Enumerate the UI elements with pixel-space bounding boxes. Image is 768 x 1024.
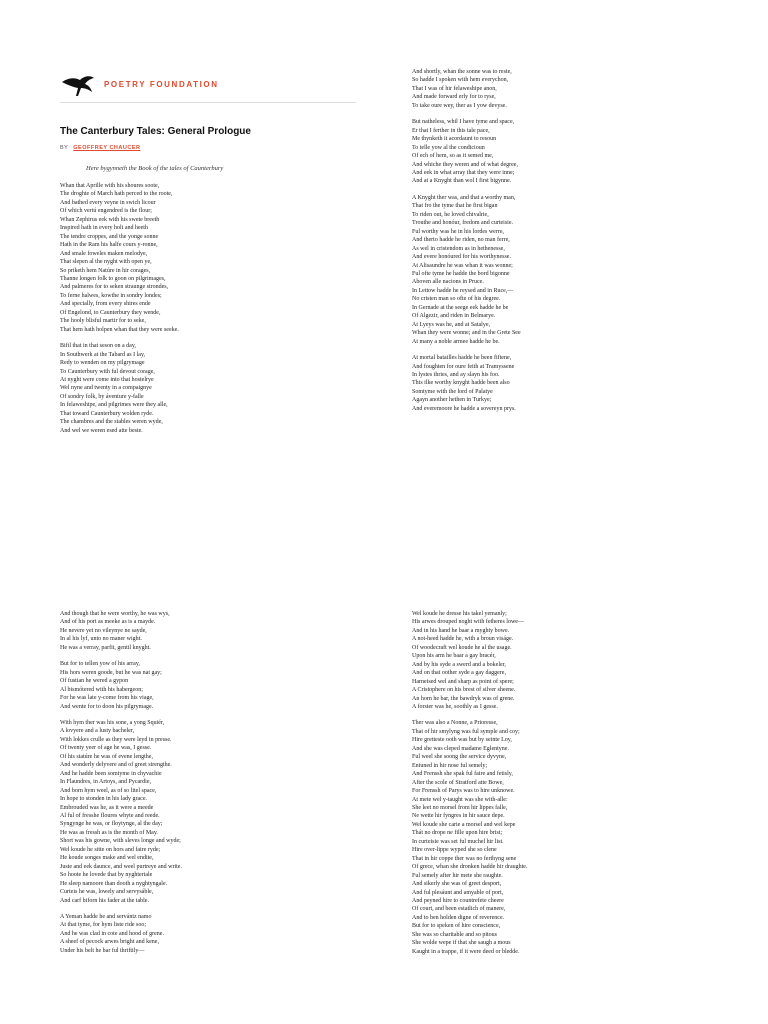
poem-line: This ilke worthy knyght hadde been also xyxy=(412,380,510,387)
poem-line: At mete wel y-taught was she with-alle: xyxy=(412,796,508,803)
poem-line: A Cristophere on his brest of silver sheene. xyxy=(412,687,516,694)
poem-line: That fro the tyme that he first bigan xyxy=(412,203,498,210)
brand-header[interactable] xyxy=(60,72,360,102)
poem-line: At Alisaundre he was whan it was wonne; xyxy=(412,262,513,269)
stanza xyxy=(60,342,179,435)
poem-line: Whan that Aprille with his shoures soote, xyxy=(60,183,160,189)
bird-logo-icon xyxy=(60,72,96,98)
byline xyxy=(60,145,140,151)
poem-line: Of sondry folk, by áventure y-falle xyxy=(60,393,144,400)
poem-line: Curteis he was, lowely and servysáble, xyxy=(60,889,154,896)
poem-line: He sleep namoore than dooth a nyghtyngale. xyxy=(60,880,168,887)
poem-line: Of grece, whan she dronken hadde hir draughte. xyxy=(412,864,528,871)
poem-line: So priketh hem Natúre in hir corages, xyxy=(60,267,151,274)
author-link[interactable]: GEOFFREY CHAUCER xyxy=(73,145,141,151)
poem-line: And whiche they weren and of what degree, xyxy=(412,161,518,168)
poem-line: The chambres and the stables weren wyde, xyxy=(60,419,163,426)
poem-line: Er that I ferther in this tale pace, xyxy=(412,127,490,134)
poem-line: But for to speken of hire conscience, xyxy=(412,923,501,930)
poem-line: And therto hadde he riden, no man ferre, xyxy=(412,237,510,244)
poem-line: And of his port as meeke as is a mayde. xyxy=(60,619,156,626)
stanza xyxy=(412,610,527,711)
poem-title: The Canterbury Tales: General Prologue xyxy=(60,126,251,137)
poem-line: Wel koude she carie a morsel and wel kepe xyxy=(412,821,516,828)
poem-line: Me thynketh it acordaunt to resoun xyxy=(412,136,497,143)
poem-line: And shortly, whan the sonne was to reste, xyxy=(412,69,512,75)
stanza xyxy=(412,118,521,186)
poem-line: And specially, from every shires ende xyxy=(60,301,151,308)
poem-line: To ferne halwes, kowthe in sondry londes; xyxy=(60,292,162,299)
poem-line: Of fustian he wered a gypon xyxy=(60,678,129,685)
poem-column-3 xyxy=(60,610,182,963)
poem-line: And foughten for oure feith at Tramyssene xyxy=(412,363,515,370)
poem-line: Of court, and been estatlich of manere, xyxy=(412,906,506,913)
poem-line: An horn he bar, the bawdryk was of grene. xyxy=(412,695,515,702)
poem-line: And made forward erly for to ryse, xyxy=(412,94,496,101)
poem-line: That toward Caunterbury wolden ryde. xyxy=(60,410,154,417)
poem-line: And wonderly delyvere and of greet strengthe. xyxy=(60,762,172,769)
poem-line: Agayn another hethen in Turkye; xyxy=(412,397,492,404)
poem-line: At Lyeys was he, and at Satalye, xyxy=(412,321,490,328)
poem-line: Entuned in hir nose ful semely; xyxy=(412,762,488,769)
poem-line: At that tyme, for hym liste ride soo; xyxy=(60,922,146,929)
poem-line: And wel we weren esed atte beste. xyxy=(60,427,143,434)
poem-line: A lovyere and a lusty bacheler, xyxy=(60,728,135,735)
poem-line: And she was cleped madame Eglentyne. xyxy=(412,745,509,752)
poem-column-2 xyxy=(412,68,521,421)
poem-line: And eek in what array that they were inne; xyxy=(412,169,515,176)
poem-line: A forster was he, soothly as I gesse. xyxy=(412,703,498,710)
poem-line: That in hir coppe ther was no ferthyng sene xyxy=(412,855,517,862)
poem-line: Of ech of hem, so as it semed me, xyxy=(412,153,494,160)
poem-line: In felaweshipe, and pilgrimes were they alle, xyxy=(60,402,168,409)
poem-line: He was as fressh as is the month of May. xyxy=(60,829,158,836)
poem-line: She wolde wepe if that she saugh a mous xyxy=(412,940,511,947)
poem-line: To take oure wey, ther as I yow devyse. xyxy=(412,102,507,109)
poem-line: A not-heed hadde he, with a broun viságe. xyxy=(412,636,514,643)
poem-line: Hire over-lippe wyped she so clene xyxy=(412,847,497,854)
poem-line: Upon his arm he baar a gay bracér, xyxy=(412,653,496,660)
stanza xyxy=(60,660,182,711)
poem-line: Thát no drope ne fille upon hire brist; xyxy=(412,830,503,837)
poem-line: In al his lyf, unto no maner wight. xyxy=(60,636,142,643)
poem-line: And born hym weel, as of so litel space, xyxy=(60,787,157,794)
header-divider xyxy=(60,102,356,103)
poem-line: And sikerly she was of greet desport, xyxy=(412,881,502,888)
poem-line: Ne wette hir fyngres in hir sauce depe. xyxy=(412,813,505,820)
poem-line: But for to tellen yow of his array, xyxy=(60,661,140,668)
poem-line: Ful semely after hir mete she raughte. xyxy=(412,872,503,879)
poem-intro: Here bygynneth the Book of the tales of Caunterbury xyxy=(86,165,224,172)
poem-line: Hire gretteste ooth was but by seinte Loy, xyxy=(412,737,512,744)
poem-line: Al ful of fresshe floures whyte and reede. xyxy=(60,812,160,819)
poem-line: And carf biforn his fader at the table. xyxy=(60,897,149,904)
poem-line: His hors weren goode, but he was nat gay; xyxy=(60,669,162,676)
poem-line: She was so charitable and so pitous xyxy=(412,931,497,938)
poem-line: Ther was also a Nonne, a Prioresse, xyxy=(412,720,498,727)
poem-line: The droghte of March hath perced to the roote, xyxy=(60,191,173,198)
poem-line: Under his belt he bar ful thriftily— xyxy=(60,947,145,954)
poem-line: And at a Knyght than wol I first bigynne. xyxy=(412,178,512,185)
poem-line: Ful weel she soong the service dyvyne, xyxy=(412,754,507,761)
poem-line: Wel nyne and twenty in a compaignye xyxy=(60,385,152,392)
poem-line: And by his syde a swerd and a bokeler, xyxy=(412,661,506,668)
poem-line: In hope to stonden in his lady grace. xyxy=(60,796,147,803)
brand-name: POETRY FOUNDATION xyxy=(104,80,219,89)
byline-prefix: BY xyxy=(60,145,69,151)
stanza xyxy=(60,182,179,334)
poem-line: To riden out, he loved chivalrie, xyxy=(412,211,489,218)
poem-line: Whan they were wonne; and in the Grete See xyxy=(412,330,521,337)
stanza xyxy=(412,68,521,110)
poem-line: For Frenssh of Parys was to hire unknowe. xyxy=(412,788,515,795)
poem-line: With hym ther was his sone, a yong Squiér, xyxy=(60,719,165,726)
poem-line: Of Engelond, to Caunterbury they wende, xyxy=(60,309,161,316)
poem-line: And though that he were worthy, he was wys, xyxy=(60,611,170,617)
poem-line: To Caunterbury with ful devout corage, xyxy=(60,368,155,375)
poem-line: Redy to wenden on my pilgrymage xyxy=(60,360,145,367)
poem-line: And wente for to doon his pilgrymage. xyxy=(60,703,154,710)
poem-line: A sheef of pecock arwes bright and kene, xyxy=(60,939,159,946)
poem-line: And on that oother syde a gay daggere, xyxy=(412,670,506,677)
stanza xyxy=(60,719,182,905)
poem-line: After the scole of Stratford atte Bowe, xyxy=(412,779,504,786)
poem-line: Harneised wel and sharp as point of spere; xyxy=(412,678,514,685)
poem-line: In curteisie was set ful muchel hir list. xyxy=(412,838,504,845)
poem-line: A Yeman hadde he and servántz namo xyxy=(60,913,152,920)
poem-line: Syngynge he was, or floytynge, al the day; xyxy=(60,821,163,828)
poem-line: A Knyght ther was, and that a worthy man, xyxy=(412,194,516,201)
poem-line: No cristen man so ofte of his degree. xyxy=(412,296,501,303)
poem-line: Bifil that in that seson on a day, xyxy=(60,343,136,350)
poem-line: So hoote he lovede that by nyghtertale xyxy=(60,872,153,879)
poem-line: In Flaundres, in Artoys, and Pycardie, xyxy=(60,779,151,786)
poem-line: In Gernade at the seege eek hadde he be xyxy=(412,304,509,311)
poem-line: For he was late y-come from his viage, xyxy=(60,695,154,702)
poem-line: Wel koude he sitte on hors and faire ryde; xyxy=(60,846,161,853)
poem-line: Trouthe and honóur, fredom and curteisie. xyxy=(412,220,514,227)
poem-line: And Frenssh she spak ful faire and fetisly, xyxy=(412,771,513,778)
poem-line: Ful worthy was he in his lordes werre, xyxy=(412,228,504,235)
poem-line: At many a noble armee hadde he be. xyxy=(412,338,500,345)
poem-line: He was a verray, parfit, gentil knyght. xyxy=(60,644,151,651)
poem-line: In lystes thries, and ay slayn his foo. xyxy=(412,371,500,378)
poem-line: And evere honóured for his worthynesse. xyxy=(412,254,511,261)
poem-line: The tendre croppes, and the yonge sonne xyxy=(60,233,159,240)
poem-line: And in his hand he baar a myghty bowe. xyxy=(412,627,510,634)
poem-line: And peyned hire to countrefete cheere xyxy=(412,897,504,904)
poem-line: With lokkes crulle as they were leyd in presse. xyxy=(60,736,172,743)
poem-line: That slepen al the nyght with open ye, xyxy=(60,259,152,266)
poem-line: And he was clad in cote and hood of grene. xyxy=(60,930,164,937)
poem-line: He koude songes make and wel endite, xyxy=(60,855,154,862)
stanza xyxy=(60,913,182,955)
poem-line: That hem hath holpen whan that they were seeke. xyxy=(60,326,179,333)
poem-line: Somtyme with the lord of Palatye xyxy=(412,388,493,395)
poem-column-4 xyxy=(412,610,527,964)
poem-line: Short was his gowne, with sleves longe and wyde; xyxy=(60,838,181,845)
poem-line: Of which vertú engendred is the flour; xyxy=(60,208,152,215)
stanza xyxy=(412,354,521,413)
poem-line: Kaught in a trappe, if it were deed or bledde. xyxy=(412,948,520,955)
poem-line: Of woodecraft wel koude he al the usage. xyxy=(412,644,512,651)
stanza xyxy=(412,719,527,956)
poem-line: As wel in cristendom as in hethenesse, xyxy=(412,245,505,252)
poem-line: Of twenty yeer of age he was, I gesse. xyxy=(60,745,152,752)
poem-line: Thanne longen folk to goon on pilgrimages, xyxy=(60,275,166,282)
poem-line: At nyght were come into that hostelrye xyxy=(60,376,154,383)
poem-line: In Lettow hadde he reysed and in Ruce,— xyxy=(412,287,514,294)
poem-column-1 xyxy=(60,182,179,443)
poem-line: To telle yow al the condicioun xyxy=(412,144,485,151)
poem-line: She leet no morsel from hir lippes falle, xyxy=(412,804,508,811)
stanza xyxy=(60,610,182,652)
poem-line: And everemoore he hadde a sovereyn prys. xyxy=(412,405,516,412)
poem-line: Inspired hath in every holt and heeth xyxy=(60,225,148,232)
poem-line: And ful plesáunt and amyable of port, xyxy=(412,889,504,896)
poem-line: The hooly blisful martir for to seke, xyxy=(60,318,146,325)
poem-line: Of his statúre he was of evene lengthe, xyxy=(60,753,153,760)
poem-line: That I was of hir felaweshipe anon, xyxy=(412,85,497,92)
poem-line: That of hir smylyng was ful symple and coy; xyxy=(412,728,520,735)
poem-line: Ful ofte tyme he hadde the bord bigonne xyxy=(412,270,510,277)
poem-line: And palmeres for to seken straunge strondes, xyxy=(60,284,169,291)
poem-line: Juste and eek daunce, and weel purtreye and write. xyxy=(60,863,182,870)
stanza xyxy=(412,194,521,346)
poem-line: Whan Zephirus eek with his swete breeth xyxy=(60,216,160,223)
poem-line: In Southwerk at the Tabard as I lay, xyxy=(60,351,146,358)
poem-line: Embrouded was he, as it were a meede xyxy=(60,804,154,811)
poem-line: Wel koude he dresse his takel yemanly; xyxy=(412,611,507,617)
poem-line: He nevere yet no vileynye ne sayde, xyxy=(60,627,147,634)
poem-line: And smale foweles maken melodye, xyxy=(60,250,148,257)
poem-line: And to ben holden digne of reverence. xyxy=(412,914,505,921)
poem-line: Aboven alle nacions in Pruce. xyxy=(412,279,484,286)
poem-line: So hadde I spoken with hem everychon, xyxy=(412,77,509,84)
poem-line: And he hadde been somtyme in chyvachie xyxy=(60,770,162,777)
poem-line: Al bismótered with his habergeon; xyxy=(60,686,143,693)
poem-line: Of Algezir, and riden in Belmarye. xyxy=(412,313,496,320)
poem-line: Hath in the Ram his halfe cours y-ronne, xyxy=(60,242,158,249)
poem-line: His arwes drouped noght with fetheres lowe— xyxy=(412,619,524,626)
poem-line: And bathed every veyne in swich licour xyxy=(60,199,156,206)
poem-line: At mortal batailles hadde he been fiftene, xyxy=(412,355,512,362)
poem-line: But natheless, whil I have tyme and space, xyxy=(412,119,515,126)
